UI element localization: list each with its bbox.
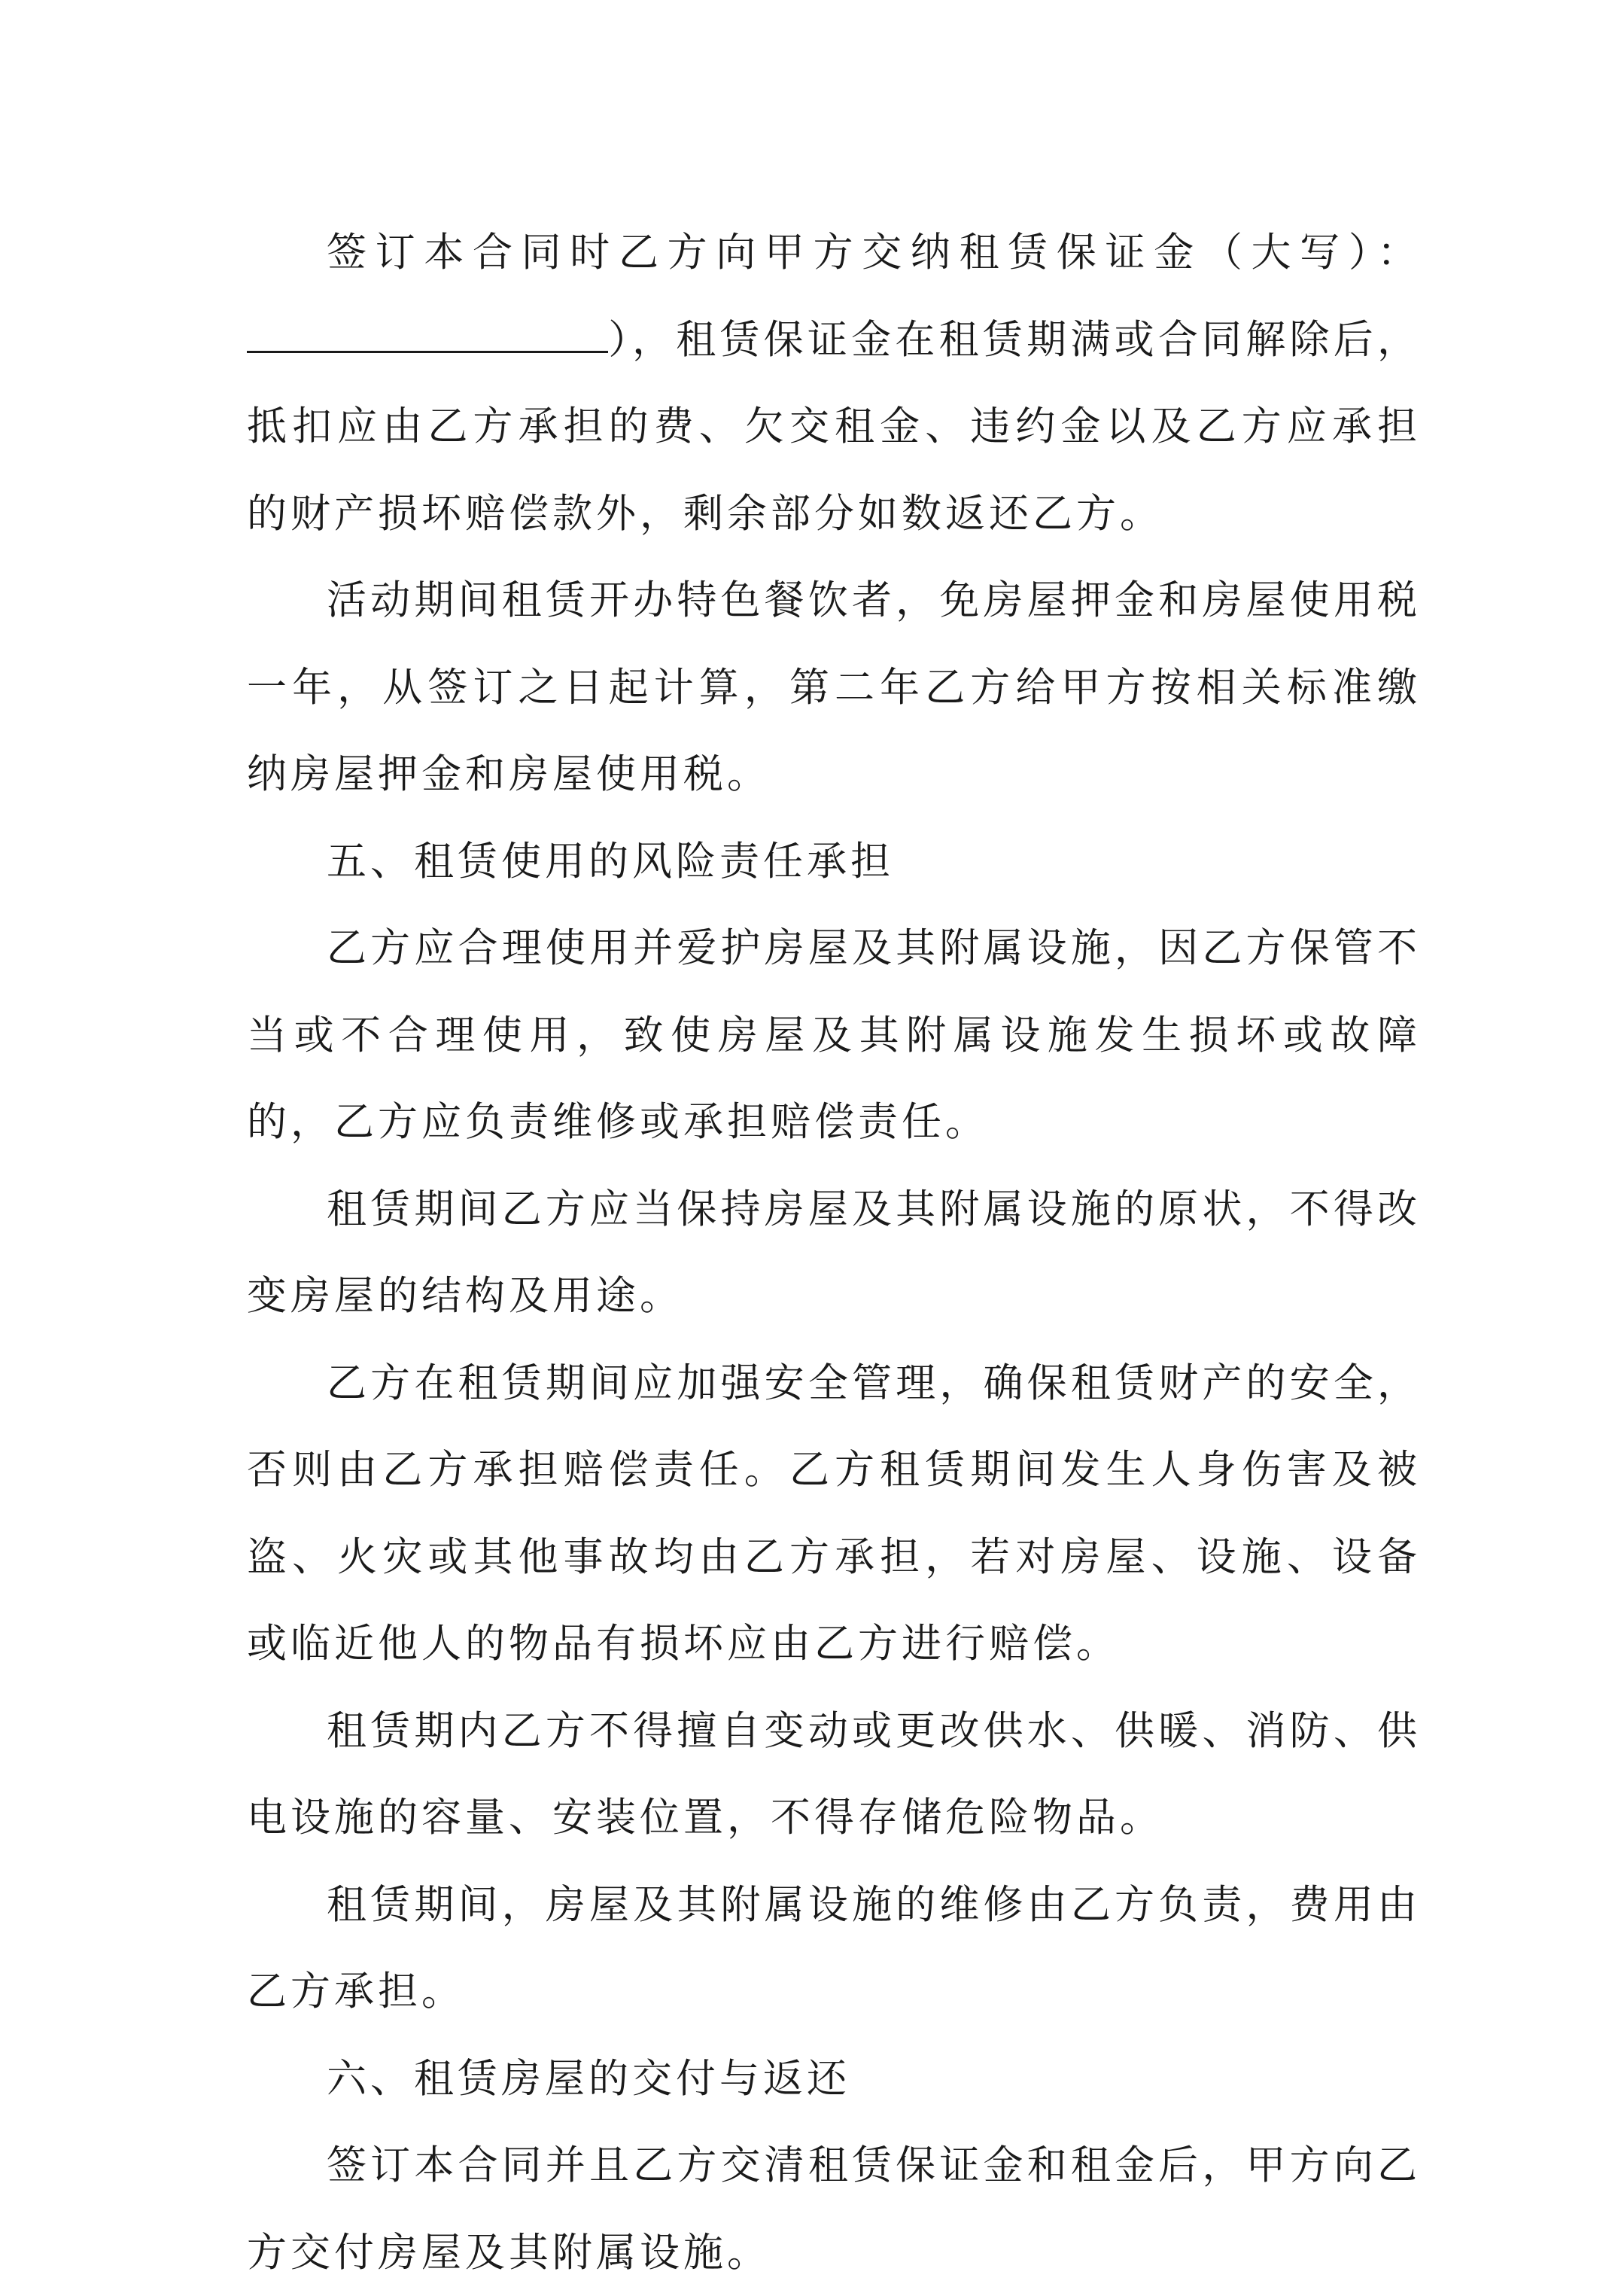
- deposit-text-after: ），租赁保证金在租赁期满或合同解除后，抵扣应由乙方承担的费、欠交租金、违约金以及乙方应承担的财产损坏赔偿款外，剩余部分如数返还乙方。: [247, 316, 1421, 537]
- section-heading-risk: 五、租赁使用的风险责任承担: [327, 838, 894, 885]
- document-body: [247, 209, 1421, 2296]
- paragraph-safety: 乙方在租赁期间应加强安全管理，确保租赁财产的安全，否则由乙方承担赔偿责任。乙方租赁期间发生人身伤害及被盗、火灾或其他事故均由乙方承担，若对房屋、设施、设备或临近他人的物品有损坏应由乙方进行赔偿。: [247, 1360, 1421, 1667]
- paragraph-deposit: [247, 209, 1421, 557]
- deposit-amount-blank: [247, 312, 608, 353]
- paragraph-catering-exemption: 活动期间租赁开办特色餐饮者，免房屋押金和房屋使用税一年，从签订之日起计算，第二年乙方给甲方按相关标准缴纳房屋押金和房屋使用税。: [247, 577, 1421, 797]
- paragraph-proper-use: 乙方应合理使用并爱护房屋及其附属设施，因乙方保管不当或不合理使用，致使房屋及其附属设施发生损坏或故障的，乙方应负责维修或承担赔偿责任。: [247, 925, 1421, 1145]
- paragraph-delivery: 签订本合同并且乙方交清租赁保证金和租金后，甲方向乙方交付房屋及其附属设施。: [247, 2142, 1421, 2276]
- paragraph-maintenance: 租赁期间，房屋及其附属设施的维修由乙方负责，费用由乙方承担。: [247, 1881, 1421, 2014]
- section-heading-delivery: 六、租赁房屋的交付与返还: [327, 2055, 850, 2102]
- paragraph-keep-original: 租赁期间乙方应当保持房屋及其附属设施的原状，不得改变房屋的结构及用途。: [247, 1186, 1421, 1319]
- deposit-text-before: 签订本合同时乙方向甲方交纳租赁保证金（大写）：: [327, 230, 1421, 276]
- paragraph-facilities: 租赁期内乙方不得擅自变动或更改供水、供暖、消防、供电设施的容量、安装位置，不得存储危险物品。: [247, 1707, 1421, 1841]
